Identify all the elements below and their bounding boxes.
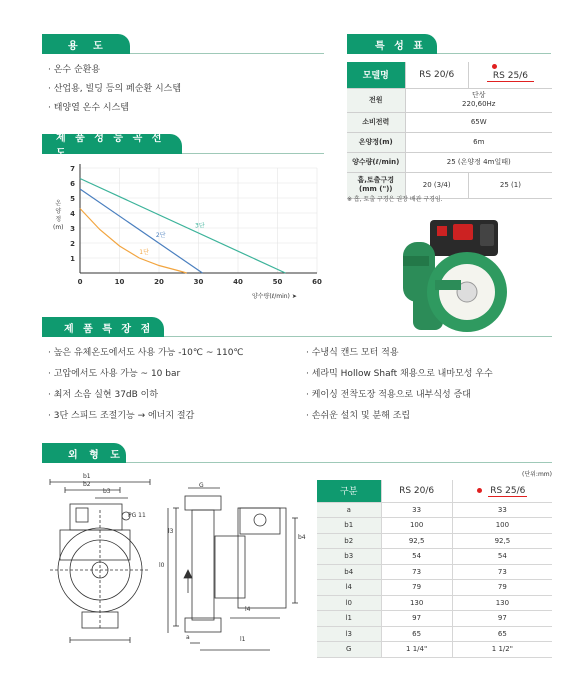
dim-row-v1: 73 [381, 564, 452, 580]
spec-model1: RS 20/6 [405, 62, 468, 88]
usage-item-1: · 온수 순환용 [48, 65, 101, 75]
dim-label-g: G [199, 482, 204, 489]
dim-label-b2: b2 [83, 481, 91, 488]
feature-left-4: · 3단 스피드 조절기능 → 에너지 절감 [48, 411, 195, 421]
dim-label-b1: b1 [83, 473, 91, 480]
dim-row-v2: 65 [452, 626, 552, 642]
dim-row-label: l1 [317, 611, 381, 627]
dim-row-v1: 1 1/4" [381, 642, 452, 658]
spec-model2-cell [468, 62, 552, 88]
series-label: 3단 [195, 222, 205, 230]
spec-header-label: 모델명 [347, 62, 405, 88]
series-line [80, 189, 202, 273]
dim-row-label: l0 [317, 595, 381, 611]
dim-row-v2: 73 [452, 564, 552, 580]
feature-right-3: · 케이싱 전착도장 적용으로 내부식성 증대 [306, 390, 471, 400]
spec-row-value: 25 (1) [468, 172, 552, 198]
x-tick-label: 20 [154, 278, 164, 286]
x-tick-label: 50 [272, 278, 283, 286]
side-view-drawing [160, 478, 310, 658]
spec-row-value: 6m [405, 132, 552, 152]
dim-row-v1: 65 [381, 626, 452, 642]
dimension-table [317, 480, 552, 658]
arrow-right-icon: ➤ [291, 293, 297, 300]
dim-label-l1: l1 [240, 636, 246, 643]
x-tick-label: 40 [233, 278, 243, 286]
dim-model2: RS 25/6 [490, 485, 526, 496]
spec-row-value: 65W [405, 112, 552, 132]
spec-row-label: 온양정(m) [347, 132, 405, 152]
dim-label-l4: l4 [245, 606, 251, 613]
dim-label-l3: l3 [168, 528, 174, 535]
spec-row-value: 25 (온양정 4m일때) [405, 152, 552, 172]
dim-label-b4: b4 [298, 534, 306, 541]
dim-label-pg: PG 11 [128, 512, 146, 519]
dim-row-v2: 33 [452, 502, 552, 518]
series-label: 1단 [139, 249, 149, 256]
dim-row-v2: 97 [452, 611, 552, 627]
red-dot-icon [477, 488, 482, 493]
dim-row-label: G [317, 642, 381, 658]
dim-model1: RS 20/6 [381, 480, 452, 502]
dim-label-l0: l0 [159, 562, 165, 569]
dim-row-v1: 33 [381, 502, 452, 518]
dim-label-b3: b3 [103, 488, 111, 495]
dim-row-v1: 92,5 [381, 533, 452, 549]
dim-row-label: l4 [317, 580, 381, 596]
pump-photo [395, 212, 525, 337]
feature-left-2: · 고압에서도 사용 가능 ~ 10 bar [48, 369, 181, 379]
red-dot-icon [492, 64, 497, 69]
spec-heading: 특 성 표 [347, 34, 437, 54]
feature-right-2: · 세라믹 Hollow Shaft 채용으로 내마모성 우수 [306, 369, 493, 379]
dim-row-v2: 92,5 [452, 533, 552, 549]
dim-row-label: b2 [317, 533, 381, 549]
y-tick-label: 7 [70, 165, 75, 173]
usage-heading: 용 도 [42, 34, 130, 54]
spec-row-label: 소비전력 [347, 112, 405, 132]
dim-header-label: 구분 [317, 480, 381, 502]
front-view-drawing [40, 470, 158, 650]
x-tick-label: 60 [312, 278, 322, 286]
dimension-heading: 외 형 도 [42, 443, 126, 463]
dim-row-v2: 100 [452, 518, 552, 534]
spec-row-label: 흡,토출구경 (mm (")) [347, 172, 405, 198]
y-tick-label: 2 [70, 240, 75, 248]
x-axis-label-text: 양수량(ℓ/min) [252, 293, 290, 300]
spec-divider [437, 53, 551, 54]
dim-row-v1: 97 [381, 611, 452, 627]
unit-label: (단위:mm) [522, 471, 552, 478]
dim-row-v2: 130 [452, 595, 552, 611]
spec-model2: RS 25/6 [487, 71, 534, 82]
spec-row-label: 양수량(ℓ/min) [347, 152, 405, 172]
feature-right-1: · 수냉식 캔드 모터 적용 [306, 348, 399, 358]
y-tick-label: 1 [70, 255, 75, 263]
dimension-divider [126, 462, 552, 463]
feature-right-4: · 손쉬운 설치 및 분해 조립 [306, 411, 411, 421]
features-divider [164, 336, 552, 337]
y-tick-label: 6 [70, 180, 75, 188]
dim-row-label: b3 [317, 549, 381, 565]
dim-row-v2: 79 [452, 580, 552, 596]
dim-row-label: b1 [317, 518, 381, 534]
curve-divider [182, 153, 324, 154]
spec-row-label: 전원 [347, 88, 405, 112]
spec-table [347, 62, 552, 199]
dim-row-label: b4 [317, 564, 381, 580]
y-tick-label: 4 [70, 210, 75, 218]
feature-left-1: · 높은 유체온도에서도 사용 가능 -10℃ ~ 110℃ [48, 348, 244, 358]
dim-row-label: l3 [317, 626, 381, 642]
usage-divider [130, 53, 324, 54]
dim-row-v1: 130 [381, 595, 452, 611]
dim-row-v1: 54 [381, 549, 452, 565]
usage-item-2: · 산업용, 빌딩 등의 페순환 시스템 [48, 84, 182, 94]
y-tick-label: 5 [70, 195, 75, 203]
dim-row-v2: 54 [452, 549, 552, 565]
series-label: 2단 [155, 232, 166, 240]
x-tick-label: 10 [114, 278, 125, 286]
curve-heading: 제 품 성 능 곡 선 도 [42, 134, 182, 154]
performance-chart [60, 160, 330, 305]
features-heading: 제 품 특 장 점 [42, 317, 164, 337]
usage-item-3: · 태양열 온수 시스템 [48, 103, 129, 113]
y-tick-label: 3 [70, 225, 75, 233]
x-axis-label [252, 291, 297, 300]
dim-label-a: a [186, 634, 190, 641]
spec-note: ※ 흡, 토출 구경은 권장 배관 구경임. [347, 196, 443, 203]
dim-model2-cell [452, 480, 552, 502]
y-axis-label: 온 양 정 (m) [53, 200, 64, 231]
series-line [80, 209, 187, 274]
spec-row-value: 단상 220,60Hz [405, 88, 552, 112]
feature-left-3: · 최저 소음 실현 37dB 이하 [48, 390, 159, 400]
spec-row-value: 20 (3/4) [405, 172, 468, 198]
dim-row-label: a [317, 502, 381, 518]
dim-row-v2: 1 1/2" [452, 642, 552, 658]
dim-row-v1: 79 [381, 580, 452, 596]
x-tick-label: 0 [77, 278, 83, 286]
x-tick-label: 30 [193, 278, 204, 286]
dim-row-v1: 100 [381, 518, 452, 534]
